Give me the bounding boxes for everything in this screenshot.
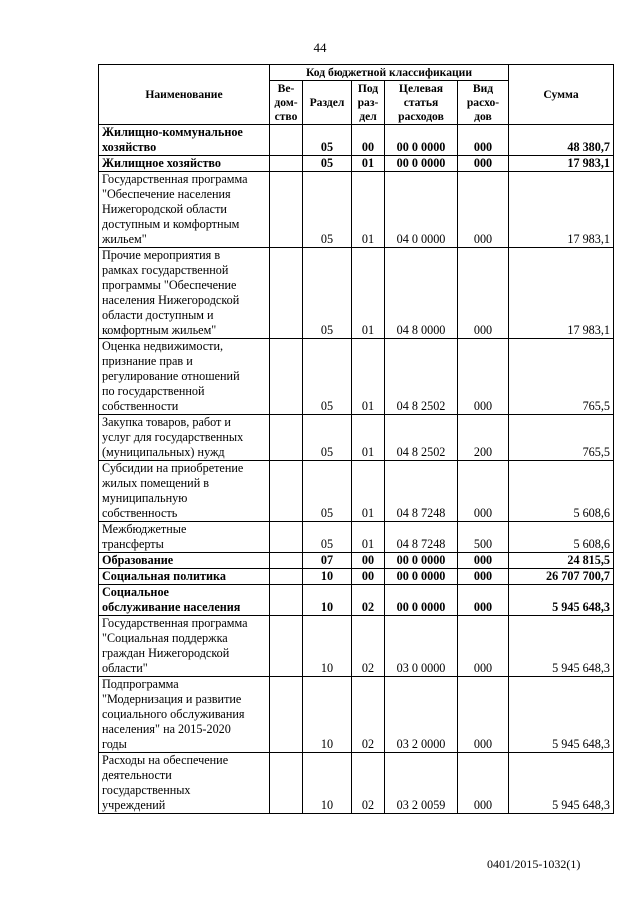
cell-razdel: 05 [303,156,352,172]
cell-sum: 5 945 648,3 [509,616,614,677]
cell-name-line: Государственная программа [102,616,248,630]
document-code: 0401/2015-1032(1) [487,857,581,871]
cell-name-line: Прочие мероприятия в [102,248,221,262]
cell-podrazdel: 02 [352,585,385,616]
cell-vedomstvo [270,753,303,814]
table-row [99,156,614,172]
cell-name-line: по государственной [102,384,205,398]
cell-name-line: признание прав и [102,354,193,368]
header-expense-type-line: расхо- [466,95,500,109]
cell-name [99,753,270,814]
cell-name-line: учреждений [102,798,166,812]
cell-name-line: социального обслуживания [102,707,245,721]
cell-sum: 765,5 [509,415,614,461]
cell-name-line: Межбюджетные [102,522,187,536]
cell-name-line: Субсидии на приобретение [102,461,244,475]
cell-name-line: трансферты [102,537,164,551]
header-podrazdel [352,81,385,125]
cell-name-line: Государственная программа [102,172,248,186]
cell-name [99,569,270,585]
cell-target-article: 04 8 0000 [385,248,458,339]
cell-podrazdel: 01 [352,461,385,522]
cell-razdel: 07 [303,553,352,569]
cell-sum: 5 945 648,3 [509,677,614,753]
cell-name-line: годы [102,737,127,751]
header-expense-type [458,81,509,125]
cell-name-line: населения" на 2015-2020 [102,722,231,736]
table-row [99,172,614,248]
cell-razdel: 10 [303,569,352,585]
cell-razdel: 05 [303,339,352,415]
cell-vedomstvo [270,569,303,585]
table-row [99,248,614,339]
cell-name-line: (муниципальных) нужд [102,445,225,459]
cell-podrazdel: 00 [352,125,385,156]
cell-name-line: "Модернизация и развитие [102,692,242,706]
cell-podrazdel: 01 [352,248,385,339]
cell-name [99,522,270,553]
cell-target-article: 03 2 0059 [385,753,458,814]
cell-razdel: 10 [303,585,352,616]
cell-vedomstvo [270,677,303,753]
cell-name [99,156,270,172]
cell-name-line: хозяйство [102,140,157,154]
cell-vedomstvo [270,461,303,522]
cell-sum: 5 608,6 [509,522,614,553]
cell-name-line: рамках государственной [102,263,229,277]
header-target-line: Целевая [398,81,444,95]
cell-vedomstvo [270,125,303,156]
cell-podrazdel: 01 [352,415,385,461]
cell-podrazdel: 00 [352,553,385,569]
cell-expense-type: 000 [458,553,509,569]
header-vedomstvo-line: дом- [274,95,298,109]
cell-expense-type: 000 [458,461,509,522]
header-expense-type-line: дов [474,109,492,123]
cell-vedomstvo [270,172,303,248]
cell-name-line: Расходы на обеспечение [102,753,229,767]
cell-sum: 17 983,1 [509,172,614,248]
cell-expense-type: 000 [458,248,509,339]
header-vedomstvo [270,81,303,125]
cell-name-line: программы "Обеспечение [102,278,237,292]
cell-sum: 765,5 [509,339,614,415]
cell-target-article: 04 8 2502 [385,339,458,415]
cell-name-line: "Социальная поддержка [102,631,228,645]
cell-razdel: 05 [303,172,352,248]
table-row [99,553,614,569]
cell-razdel: 10 [303,677,352,753]
cell-expense-type: 200 [458,415,509,461]
cell-razdel: 05 [303,125,352,156]
cell-name [99,125,270,156]
header-budget-classification: Код бюджетной классификации [270,65,509,81]
cell-vedomstvo [270,616,303,677]
cell-target-article: 03 0 0000 [385,616,458,677]
header-expense-type-line: Вид [472,81,494,95]
cell-razdel: 05 [303,522,352,553]
cell-target-article: 03 2 0000 [385,677,458,753]
table-row [99,585,614,616]
page-number: 44 [313,40,327,55]
cell-sum: 24 815,5 [509,553,614,569]
table-row [99,415,614,461]
table-row [99,522,614,553]
table-row [99,616,614,677]
cell-name-line: Нижегородской области [102,202,227,216]
cell-podrazdel: 01 [352,172,385,248]
cell-name-line: Оценка недвижимости, [102,339,224,353]
cell-vedomstvo [270,156,303,172]
cell-podrazdel: 00 [352,569,385,585]
header-name: Наименование [99,65,270,125]
cell-name-line: обслуживание населения [102,600,241,614]
table-body [99,125,614,814]
cell-sum: 26 707 700,7 [509,569,614,585]
cell-expense-type: 000 [458,125,509,156]
cell-name [99,677,270,753]
cell-target-article: 00 0 0000 [385,125,458,156]
cell-name [99,339,270,415]
cell-vedomstvo [270,339,303,415]
cell-name-line: регулирование отношений [102,369,240,383]
budget-table [98,64,614,814]
cell-name-line: муниципальную [102,491,188,505]
cell-name [99,248,270,339]
cell-name-line: области" [102,661,148,675]
header-podrazdel-line: дел [359,109,377,123]
cell-expense-type: 000 [458,156,509,172]
cell-name [99,616,270,677]
cell-sum: 17 983,1 [509,248,614,339]
cell-podrazdel: 02 [352,677,385,753]
cell-name-line: собственности [102,399,179,413]
cell-name-line: Закупка товаров, работ и [102,415,231,429]
cell-vedomstvo [270,585,303,616]
table-row [99,461,614,522]
cell-name-line: области доступным и [102,308,214,322]
cell-target-article: 04 8 7248 [385,522,458,553]
cell-name [99,553,270,569]
cell-target-article: 04 8 7248 [385,461,458,522]
cell-razdel: 05 [303,415,352,461]
table-row [99,753,614,814]
cell-name-line: жильем" [102,232,147,246]
header-target-line: статья [403,95,439,109]
header-sum: Сумма [509,65,614,125]
cell-expense-type: 000 [458,339,509,415]
header-vedomstvo-line: ство [274,109,298,123]
cell-name [99,585,270,616]
cell-name-line: доступным и комфортным [102,217,240,231]
cell-name-line: населения Нижегородской [102,293,240,307]
cell-razdel: 10 [303,616,352,677]
table-header [99,65,614,125]
cell-name-line: Образование [102,553,174,567]
header-razdel: Раздел [303,81,352,125]
cell-name-line: государственных [102,783,191,797]
header-target-article [385,81,458,125]
cell-podrazdel: 02 [352,616,385,677]
cell-podrazdel: 02 [352,753,385,814]
cell-name-line: "Обеспечение населения [102,187,231,201]
cell-target-article: 00 0 0000 [385,569,458,585]
cell-podrazdel: 01 [352,339,385,415]
cell-expense-type: 000 [458,616,509,677]
cell-expense-type: 000 [458,585,509,616]
table-row [99,125,614,156]
cell-expense-type: 000 [458,753,509,814]
cell-expense-type: 000 [458,172,509,248]
cell-razdel: 10 [303,753,352,814]
cell-vedomstvo [270,248,303,339]
cell-name [99,172,270,248]
header-vedomstvo-line: Ве- [277,81,295,95]
cell-podrazdel: 01 [352,156,385,172]
cell-sum: 48 380,7 [509,125,614,156]
cell-expense-type: 000 [458,677,509,753]
cell-razdel: 05 [303,248,352,339]
cell-expense-type: 000 [458,569,509,585]
cell-target-article: 00 0 0000 [385,553,458,569]
cell-sum: 5 608,6 [509,461,614,522]
cell-sum: 5 945 648,3 [509,753,614,814]
cell-name-line: Подпрограмма [102,677,179,691]
cell-razdel: 05 [303,461,352,522]
table-row [99,677,614,753]
cell-name [99,461,270,522]
cell-sum: 17 983,1 [509,156,614,172]
header-podrazdel-line: Под [357,81,379,95]
cell-expense-type: 500 [458,522,509,553]
cell-podrazdel: 01 [352,522,385,553]
cell-name-line: Социальное [102,585,169,599]
cell-name-line: деятельности [102,768,172,782]
cell-name-line: комфортным жильем" [102,323,217,337]
cell-target-article: 04 8 2502 [385,415,458,461]
cell-vedomstvo [270,553,303,569]
table-row [99,569,614,585]
cell-target-article: 00 0 0000 [385,585,458,616]
cell-name-line: собственность [102,506,178,520]
cell-name-line: Социальная политика [102,569,226,583]
cell-name [99,415,270,461]
cell-name-line: жилых помещений в [102,476,210,490]
header-target-line: расходов [398,109,444,123]
cell-name-line: Жилищное хозяйство [102,156,222,170]
cell-target-article: 04 0 0000 [385,172,458,248]
header-podrazdel-line: раз- [357,95,379,109]
cell-vedomstvo [270,415,303,461]
cell-sum: 5 945 648,3 [509,585,614,616]
cell-name-line: граждан Нижегородской [102,646,230,660]
cell-vedomstvo [270,522,303,553]
cell-target-article: 00 0 0000 [385,156,458,172]
cell-name-line: услуг для государственных [102,430,244,444]
cell-name-line: Жилищно-коммунальное [102,125,243,139]
table-row [99,339,614,415]
